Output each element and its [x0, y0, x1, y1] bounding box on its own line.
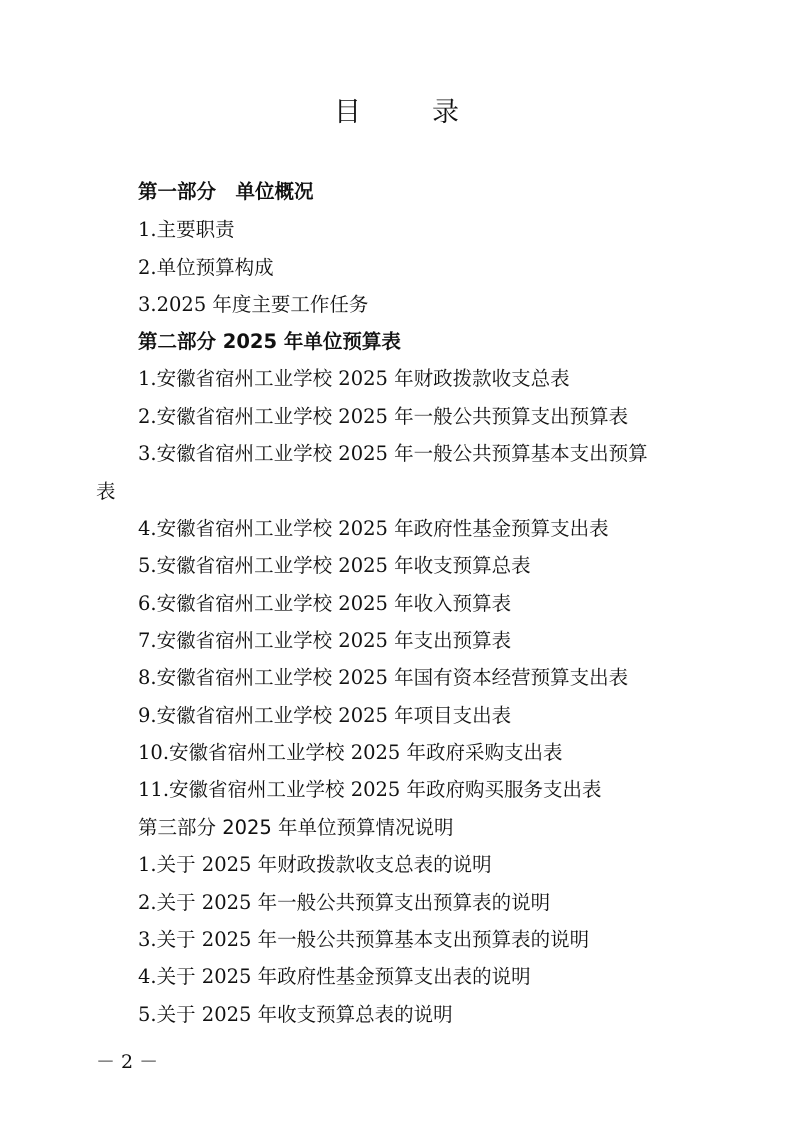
toc-part-3-heading[interactable]: 第三部分 2025 年单位预算情况说明: [138, 816, 454, 839]
toc-part-2-heading[interactable]: 第二部分 2025 年单位预算表: [138, 330, 401, 353]
toc-item[interactable]: 6.安徽省宿州工业学校 2025 年收入预算表: [138, 592, 512, 615]
toc-item[interactable]: 5.安徽省宿州工业学校 2025 年收支预算总表: [138, 554, 531, 577]
toc-item[interactable]: 9.安徽省宿州工业学校 2025 年项目支出表: [138, 704, 512, 727]
toc-part-1-heading[interactable]: 第一部分 单位概况: [138, 180, 314, 203]
toc-item[interactable]: 4.安徽省宿州工业学校 2025 年政府性基金预算支出表: [138, 517, 609, 540]
toc-item[interactable]: 1.关于 2025 年财政拨款收支总表的说明: [138, 853, 492, 876]
toc-item[interactable]: 7.安徽省宿州工业学校 2025 年支出预算表: [138, 629, 512, 652]
toc-item[interactable]: 11.安徽省宿州工业学校 2025 年政府购买服务支出表: [138, 778, 602, 801]
toc-item[interactable]: 10.安徽省宿州工业学校 2025 年政府采购支出表: [138, 741, 563, 764]
toc-item-continuation[interactable]: 表: [96, 480, 116, 503]
toc-item[interactable]: 1.主要职责: [138, 218, 235, 241]
toc-item[interactable]: 5.关于 2025 年收支预算总表的说明: [138, 1003, 453, 1026]
toc-item[interactable]: 1.安徽省宿州工业学校 2025 年财政拨款收支总表: [138, 367, 570, 390]
page-number: － 2 －: [96, 1051, 159, 1073]
toc-item[interactable]: 4.关于 2025 年政府性基金预算支出表的说明: [138, 965, 531, 988]
toc-item[interactable]: 2.安徽省宿州工业学校 2025 年一般公共预算支出预算表: [138, 405, 629, 428]
toc-item[interactable]: 2.关于 2025 年一般公共预算支出预算表的说明: [138, 891, 551, 914]
toc-item[interactable]: 3.关于 2025 年一般公共预算基本支出预算表的说明: [138, 928, 590, 951]
page-title: 目 录: [334, 97, 481, 128]
toc-item[interactable]: 3.安徽省宿州工业学校 2025 年一般公共预算基本支出预算: [138, 442, 648, 465]
toc-item[interactable]: 2.单位预算构成: [138, 256, 274, 279]
toc-item[interactable]: 3.2025 年度主要工作任务: [138, 293, 369, 316]
toc-item[interactable]: 8.安徽省宿州工业学校 2025 年国有资本经营预算支出表: [138, 666, 629, 689]
